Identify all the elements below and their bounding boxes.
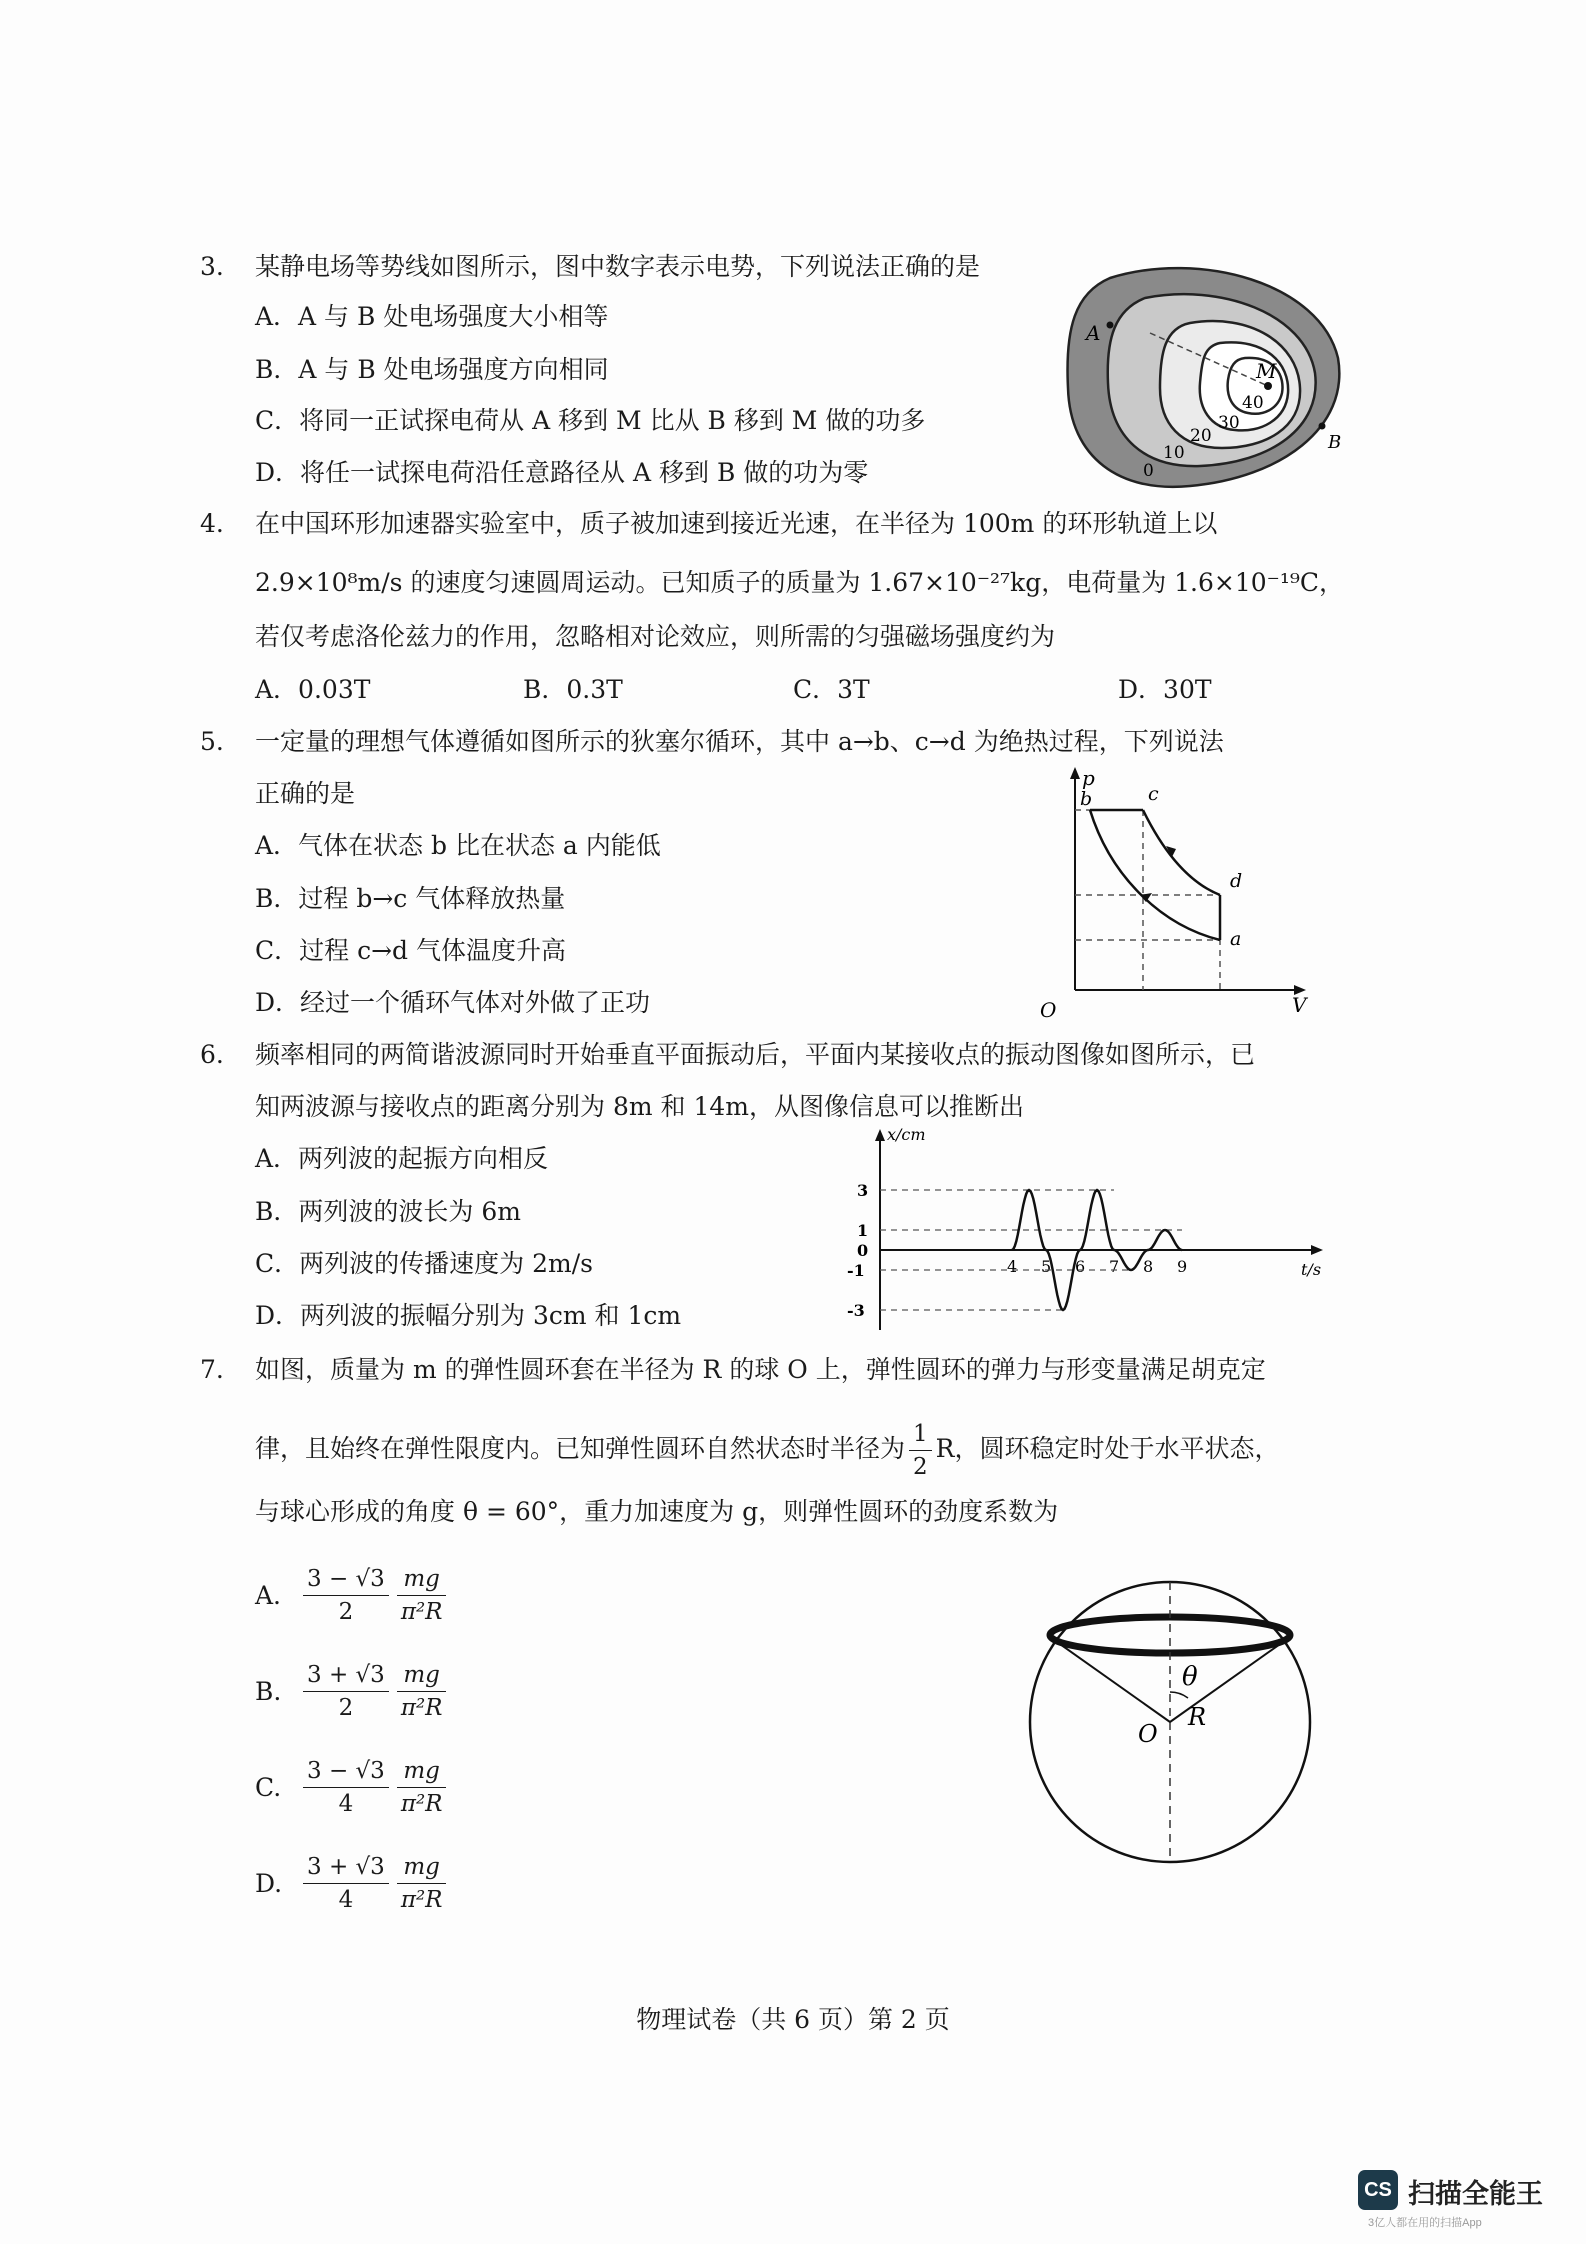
q5-line2: 正确的是 xyxy=(255,779,356,808)
x-tick-label: 9 xyxy=(1177,1257,1188,1276)
q6-line2: 知两波源与接收点的距离分别为 8m 和 14m，从图像信息可以推断出 xyxy=(255,1092,1024,1121)
q4-option-d: D．30T xyxy=(1118,675,1212,704)
numerator: 3 + √3 xyxy=(303,1851,389,1884)
q7-half-denominator: 2 xyxy=(913,1454,928,1480)
q3-option-c: C．将同一正试探电荷从 A 移到 M 比从 B 移到 M 做的功多 xyxy=(255,406,926,435)
q7-line2-part2: R，圆环稳定时处于水平状态， xyxy=(935,1434,1280,1463)
y-tick-label: -3 xyxy=(847,1301,865,1320)
q7-option-a-frac1 xyxy=(303,1563,389,1628)
q4-option-c: C．3T xyxy=(793,675,870,704)
axis-v-label: V xyxy=(1292,993,1307,1017)
x-tick-label: 7 xyxy=(1109,1257,1120,1276)
q5-number: 5. xyxy=(200,727,224,756)
q7-line2-part1: 律，且始终在弹性限度内。已知弹性圆环自然状态时半径为 xyxy=(255,1434,906,1463)
q7-option-d-frac1 xyxy=(303,1851,389,1916)
q5-line1: 一定量的理想气体遵循如图所示的狄塞尔循环，其中 a→b、c→d 为绝热过程，下列说法 xyxy=(255,727,1224,756)
origin-label: O xyxy=(1040,998,1057,1020)
q7-number: 7. xyxy=(200,1355,224,1384)
camscanner-logo-icon: CS xyxy=(1358,2170,1398,2210)
q5-option-c: C．过程 c→d 气体温度升高 xyxy=(255,936,566,965)
label-m: M xyxy=(1256,359,1277,383)
q3-option-a: A．A 与 B 处电场强度大小相等 xyxy=(255,302,609,331)
y-axis-label: x/cm xyxy=(887,1125,926,1144)
q5-option-d: D．经过一个循环气体对外做了正功 xyxy=(255,988,651,1017)
label-a: A xyxy=(1086,321,1101,345)
q7-option-b-frac1 xyxy=(303,1659,389,1724)
label-b: B xyxy=(1328,432,1342,453)
y-tick-label: 1 xyxy=(857,1221,869,1240)
point-b xyxy=(1319,423,1326,430)
potential-30: 30 xyxy=(1218,413,1240,433)
numerator: mg xyxy=(397,1755,447,1788)
denominator: π²R xyxy=(400,1887,443,1913)
x-tick-label: 8 xyxy=(1143,1257,1154,1276)
state-c-label: c xyxy=(1148,783,1159,805)
q6-number: 6. xyxy=(200,1040,224,1069)
q3-option-b: B．A 与 B 处电场强度方向相同 xyxy=(255,355,609,384)
equipotential-figure xyxy=(1050,258,1350,498)
camscanner-name: 扫描全能王 xyxy=(1408,2179,1543,2209)
state-d-label: d xyxy=(1230,870,1243,892)
camscanner-watermark xyxy=(1358,2166,1568,2229)
radius-label: R xyxy=(1188,1703,1207,1731)
q7-line3: 与球心形成的角度 θ = 60°，重力加速度为 g，则弹性圆环的劲度系数为 xyxy=(255,1497,1059,1526)
x-tick-label: 6 xyxy=(1075,1257,1086,1276)
q6-option-c: C．两列波的传播速度为 2m/s xyxy=(255,1249,593,1278)
denominator: π²R xyxy=(400,1791,443,1817)
q4-number: 4. xyxy=(200,509,224,538)
q7-option-a-label: A. xyxy=(255,1581,282,1610)
x-tick-label: 5 xyxy=(1041,1257,1052,1276)
q7-option-c-label: C. xyxy=(255,1773,282,1802)
q4-option-a: A．0.03T xyxy=(255,675,371,704)
q6-option-a: A．两列波的起振方向相反 xyxy=(255,1144,549,1173)
denominator: π²R xyxy=(400,1695,443,1721)
q5-option-b: B．过程 b→c 气体释放热量 xyxy=(255,884,566,913)
y-tick-label: -1 xyxy=(847,1261,865,1280)
potential-10: 10 xyxy=(1163,443,1185,463)
q6-option-b: B．两列波的波长为 6m xyxy=(255,1197,521,1226)
q7-line1: 如图，质量为 m 的弹性圆环套在半径为 R 的球 O 上，弹性圆环的弹力与形变量满足胡克定 xyxy=(255,1355,1266,1384)
q3-option-d: D．将任一试探电荷沿任意路径从 A 移到 B 做的功为零 xyxy=(255,458,869,487)
q6-option-d: D．两列波的振幅分别为 3cm 和 1cm xyxy=(255,1301,682,1330)
potential-0: 0 xyxy=(1143,461,1154,481)
numerator: 3 − √3 xyxy=(303,1563,389,1596)
point-a xyxy=(1107,322,1114,329)
q7-option-d-label: D. xyxy=(255,1869,283,1898)
q3-number: 3. xyxy=(200,252,224,281)
q7-half-fraction xyxy=(909,1418,932,1483)
q4-line1: 在中国环形加速器实验室中，质子被加速到接近光速，在半径为 100m 的环形轨道上以 xyxy=(255,509,1218,538)
state-b-label: b xyxy=(1080,788,1093,810)
q7-half-numerator: 1 xyxy=(909,1418,932,1451)
q3-stem: 某静电场等势线如图所示，图中数字表示电势，下列说法正确的是 xyxy=(255,252,981,281)
q7-option-b-frac2 xyxy=(397,1659,447,1724)
denominator: 4 xyxy=(338,1887,354,1913)
y-tick-label: 3 xyxy=(857,1181,869,1200)
point-m xyxy=(1264,382,1272,390)
q7-option-b xyxy=(255,1659,450,1724)
camscanner-slogan: 3亿人都在用的扫描App xyxy=(1368,2217,1482,2229)
q4-line2: 2.9×10⁸m/s 的速度匀速圆周运动。已知质子的质量为 1.67×10⁻²⁷kg，电荷量为 1.6×10⁻¹⁹C， xyxy=(255,568,1345,597)
q7-option-d-frac2 xyxy=(397,1851,447,1916)
y-tick-label: 0 xyxy=(857,1241,869,1260)
numerator: 3 − √3 xyxy=(303,1755,389,1788)
potential-40: 40 xyxy=(1242,393,1264,413)
q5-option-a: A．气体在状态 b 比在状态 a 内能低 xyxy=(255,831,661,860)
x-axis-label: t/s xyxy=(1301,1260,1322,1279)
center-label: O xyxy=(1138,1720,1158,1748)
q7-option-d xyxy=(255,1851,450,1916)
diesel-cycle-diagram xyxy=(1030,765,1320,1020)
q6-line1: 频率相同的两简谐波源同时开始垂直平面振动后，平面内某接收点的振动图像如图所示，已 xyxy=(255,1040,1256,1069)
numerator: mg xyxy=(397,1659,447,1692)
state-a-label: a xyxy=(1230,928,1242,950)
denominator: 2 xyxy=(338,1599,354,1625)
x-tick-label: 4 xyxy=(1007,1257,1018,1276)
theta-label: θ xyxy=(1182,1662,1198,1692)
q7-option-a-frac2 xyxy=(397,1563,447,1628)
vibration-graph xyxy=(835,1125,1335,1340)
numerator: 3 + √3 xyxy=(303,1659,389,1692)
denominator: π²R xyxy=(400,1599,443,1625)
axis-p-label: p xyxy=(1082,766,1095,790)
q7-option-c-frac2 xyxy=(397,1755,447,1820)
q7-option-c xyxy=(255,1755,450,1820)
page-footer: 物理试卷（共 6 页）第 2 页 xyxy=(636,2005,950,2034)
numerator: mg xyxy=(397,1563,447,1596)
q4-option-b: B．0.3T xyxy=(523,675,623,704)
q7-option-a xyxy=(255,1563,450,1628)
sphere-ring-figure xyxy=(1020,1570,1320,1870)
q7-option-b-label: B. xyxy=(255,1677,282,1706)
q7-option-c-frac1 xyxy=(303,1755,389,1820)
denominator: 4 xyxy=(338,1791,354,1817)
denominator: 2 xyxy=(338,1695,354,1721)
q7-line2 xyxy=(255,1418,1279,1483)
q4-line3: 若仅考虑洛伦兹力的作用，忽略相对论效应，则所需的匀强磁场强度约为 xyxy=(255,622,1056,651)
numerator: mg xyxy=(397,1851,447,1884)
potential-20: 20 xyxy=(1190,426,1212,446)
